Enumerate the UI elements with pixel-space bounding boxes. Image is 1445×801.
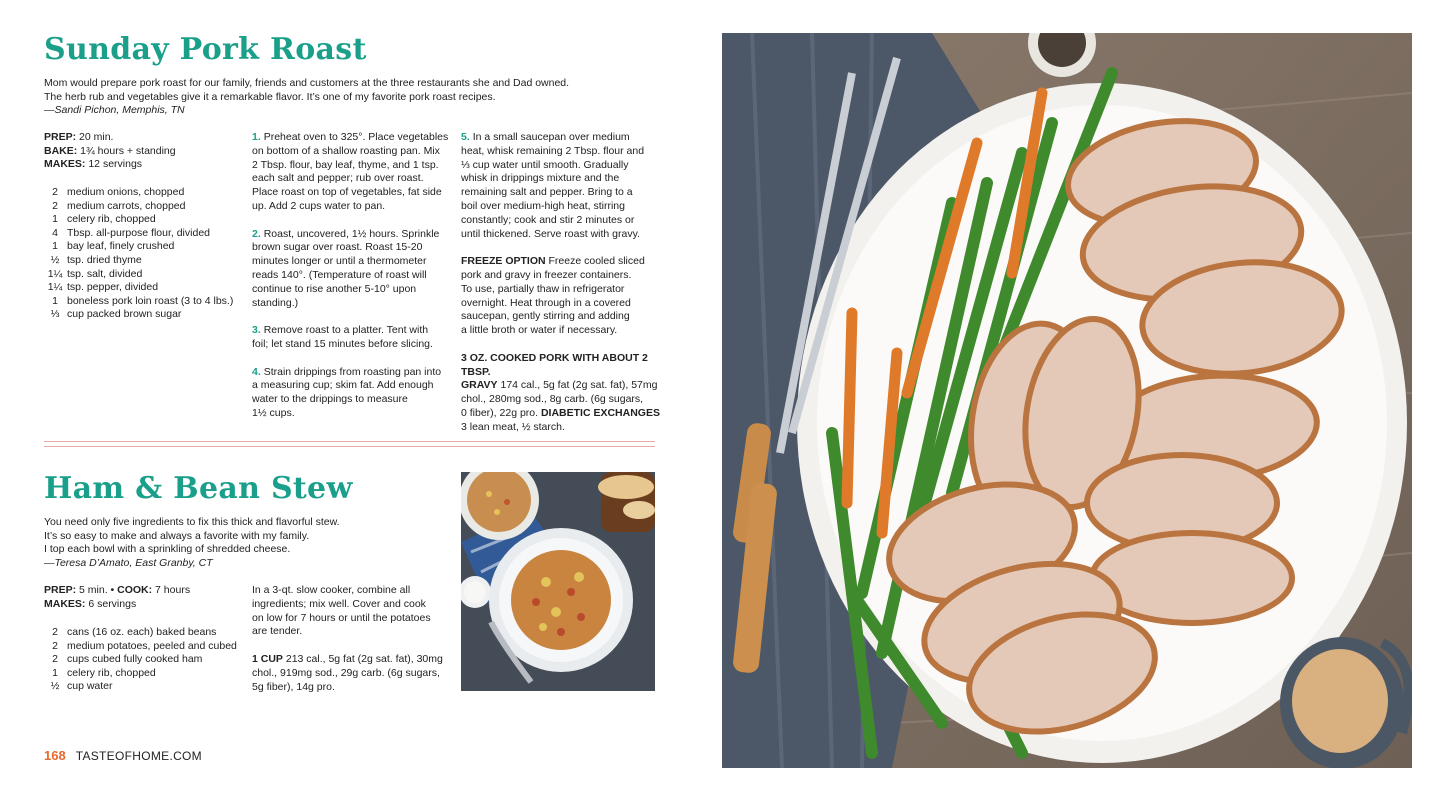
prep-time: PREP: 20 min. [44, 131, 114, 143]
ingredient: 2 medium potatoes, peeled and cubed [52, 639, 237, 652]
ingredient: 2 medium onions, chopped [52, 186, 185, 198]
intro-line: It’s so easy to make and always a favorite with my family. [44, 529, 310, 542]
ingredient: 1¼ tsp. pepper, divided [47, 281, 159, 294]
step-5: 5. In a small saucepan over medium heat, whisk remaining 2 Tbsp. flour and ⅓ cup water until smooth. Gradually whisk in drippings mixture and the remaining salt and pepper. Bring to a boil over medium-high heat, stirring constantly; cook and stir 2 minutes or until thickened. Serve roast with gravy. [461, 131, 645, 240]
ingredient-list-pork-roast [44, 186, 233, 322]
ingredient: 1 celery rib, chopped [52, 213, 156, 226]
section-divider [44, 441, 655, 447]
servings: MAKES: 12 servings [44, 158, 143, 171]
step-4: 4. Strain drippings from roasting pan into a measuring cup; skim fat. Add enough water to the drippings to measure 1½ cups. [252, 365, 442, 419]
nutrition-facts: 1 CUP 213 cal., 5g fat (2g sat. fat), 30mg chol., 919mg sod., 29g carb. (6g sugars, 5g fiber), 14g pro. [252, 652, 443, 693]
recipe-meta-pork-roast [44, 131, 176, 172]
ingredient: ½ tsp. dried thyme [50, 253, 142, 266]
byline: —Sandi Pichon, Memphis, TN [44, 104, 185, 117]
byline: —Teresa D’Amato, East Granby, CT [44, 556, 213, 569]
ham-bean-stew-photo [461, 472, 655, 691]
nutrition-facts: 3 OZ. COOKED PORK WITH ABOUT 2 TBSP. GRAVY 174 cal., 5g fat (2g sat. fat), 57mg chol., 280mg sod., 8g carb. (6g sugars, 0 fiber), 22g pro. DIABETIC EXCHANGES 3 lean meat, ½ starch. [461, 351, 660, 433]
directions-column-1 [252, 131, 452, 435]
ingredient: 1¼ tsp. salt, divided [47, 267, 143, 280]
directions-ham-bean-stew [252, 584, 452, 708]
directions-column-2 [461, 131, 661, 448]
recipe-title-pork-roast: Sunday Pork Roast [44, 32, 367, 67]
intro-line: The herb rub and vegetables give it a remarkable flavor. It’s one of my favorite pork roast recipes. [44, 90, 496, 103]
prep-cook-time: PREP: 5 min. • COOK: 7 hours [44, 584, 191, 596]
ingredient: 2 medium carrots, chopped [52, 199, 186, 212]
bake-time: BAKE: 1¾ hours + standing [44, 144, 176, 157]
recipe-meta-ham-bean-stew [44, 584, 190, 611]
freeze-option: FREEZE OPTION Freeze cooled sliced pork and gravy in freezer containers. To use, partially thaw in refrigerator overnight. Heat through in a covered saucepan, gently stirring and adding a little broth or water if necessary. [461, 255, 645, 337]
direction: In a 3-qt. slow cooker, combine all ingredients; mix well. Cover and cook on low for 7 hours or until the potatoes are tender. [252, 584, 431, 638]
intro-line: Mom would prepare pork roast for our family, friends and customers at the three restaurants she and Dad owned. [44, 77, 570, 89]
ingredient: 1 bay leaf, finely crushed [52, 240, 175, 253]
ingredient: 2 cans (16 oz. each) baked beans [52, 626, 217, 638]
ingredient: 1 boneless pork loin roast (3 to 4 lbs.) [52, 294, 234, 307]
page-footer [44, 748, 202, 763]
site-name: TASTEOFHOME.COM [75, 749, 202, 763]
recipe-intro-ham-bean-stew [44, 516, 340, 570]
recipe-intro-pork-roast [44, 77, 569, 118]
ingredient: ½ cup water [50, 680, 113, 693]
page-number: 168 [44, 748, 66, 763]
pork-roast-photo [722, 33, 1412, 768]
intro-line: You need only five ingredients to fix this thick and flavorful stew. [44, 516, 340, 528]
intro-line: I top each bowl with a sprinkling of shredded cheese. [44, 543, 291, 556]
servings: MAKES: 6 servings [44, 597, 137, 610]
ingredient: 1 celery rib, chopped [52, 666, 156, 679]
step-1: 1. Preheat oven to 325°. Place vegetables on bottom of a shallow roasting pan. Mix 2 Tbsp. flour, bay leaf, thyme, and 1 tsp. each salt and pepper; rub over roast. Place roast on top of vegetables, fat side up. Add 2 cups water to pan. [252, 131, 449, 212]
ingredient-list-ham-bean-stew [44, 626, 237, 694]
ingredient: 4 Tbsp. all-purpose flour, divided [52, 226, 210, 239]
ingredient: 2 cups cubed fully cooked ham [52, 653, 203, 666]
ingredient: ⅓ cup packed brown sugar [50, 308, 182, 321]
recipe-title-ham-bean-stew: Ham & Bean Stew [44, 471, 353, 506]
step-2: 2. Roast, uncovered, 1½ hours. Sprinkle brown sugar over roast. Roast 15-20 minutes longer or until a thermometer reads 140°. (Temperature of roast will continue to rise another 5-10° upon standing.) [252, 227, 440, 309]
step-3: 3. Remove roast to a platter. Tent with foil; let stand 15 minutes before slicing. [252, 324, 433, 350]
